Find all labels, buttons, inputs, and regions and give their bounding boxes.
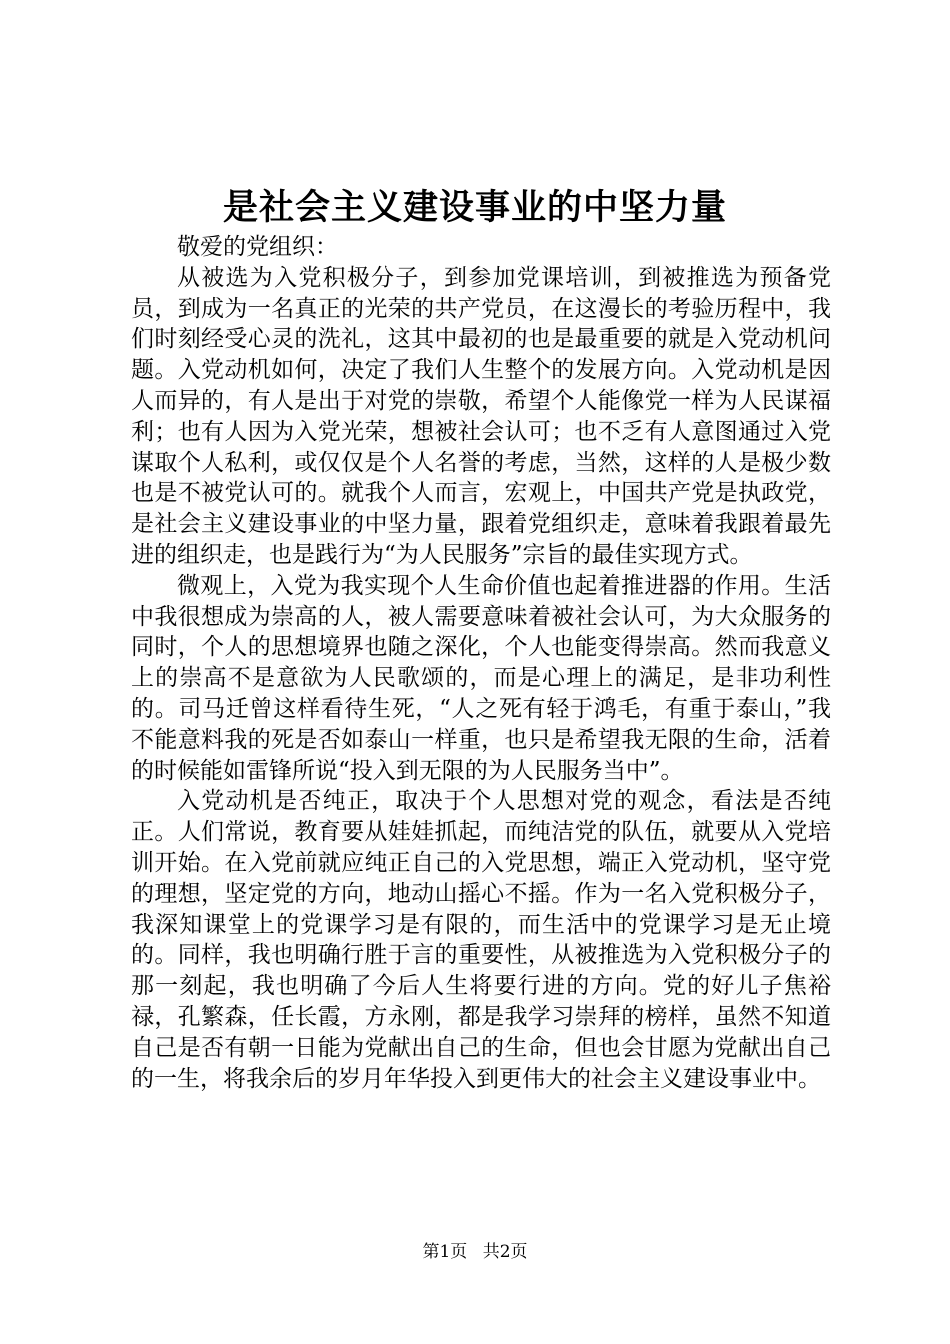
page-number: 第1页 bbox=[422, 1242, 468, 1262]
paragraph-2: 微观上，入党为我实现个人生命价值也起着推进器的作用。生活中我很想成为崇高的人，被人需要意味着被社会认可，为大众服务的同时，个人的思想境界也随之深化，个人也能变得崇高。然而我意义上的崇高不是意欲为人民歌颂的，而是心理上的满足，是非功利性的。司马迁曾这样看待生死，“人之死有轻于鸿毛，有重于泰山，”我不能意料我的死是否如泰山一样重，也只是希望我无限的生命，活着的时候能如雷锋所说“投入到无限的为人民服务当中”。 bbox=[131, 572, 831, 784]
document-title: 是社会主义建设事业的中坚力量 bbox=[222, 187, 727, 228]
page-count: 共2页 bbox=[482, 1242, 528, 1262]
paragraph-3: 入党动机是否纯正，取决于个人思想对党的观念，看法是否纯正。人们常说，教育要从娃娃抓起，而纯洁党的队伍，就要从入党培训开始。在入党前就应纯正自己的入党思想，端正入党动机，坚守党的理想，坚定党的方向，地动山摇心不摇。作为一名入党积极分子，我深知课堂上的党课学习是有限的，而生活中的党课学习是无止境的。同样，我也明确行胜于言的重要性，从被推选为入党积极分子的那一刻起，我也明确了今后人生将要行进的方向。党的好儿子焦裕禄，孔繁森，任长霞，方永刚，都是我学习崇拜的榜样，虽然不知道自己是否有朝一日能为党献出自己的生命，但也会甘愿为党献出自己的一生，将我余后的岁月年华投入到更伟大的社会主义建设事业中。 bbox=[131, 788, 831, 1092]
page-footer bbox=[0, 1240, 950, 1264]
salutation: 敬爱的党组织： bbox=[177, 234, 338, 260]
document-body bbox=[131, 232, 831, 1094]
paragraph-1: 从被选为入党积极分子，到参加党课培训，到被推选为预备党员，到成为一名真正的光荣的共产党员，在这漫长的考验历程中，我们时刻经受心灵的洗礼，这其中最初的也是最重要的就是入党动机问题。入党动机如何，决定了我们人生整个的发展方向。入党动机是因人而异的，有人是出于对党的崇敬，希望个人能像党一样为人民谋福利；也有人因为入党光荣，想被社会认可；也不乏有人意图通过入党谋取个人私利，或仅仅是个人名誉的考虑，当然，这样的人是极少数也是不被党认可的。就我个人而言，宏观上，中国共产党是执政党，是社会主义建设事业的中坚力量，跟着党组织走，意味着我跟着最先进的组织走，也是践行为“为人民服务”宗旨的最佳实现方式。 bbox=[131, 264, 831, 568]
